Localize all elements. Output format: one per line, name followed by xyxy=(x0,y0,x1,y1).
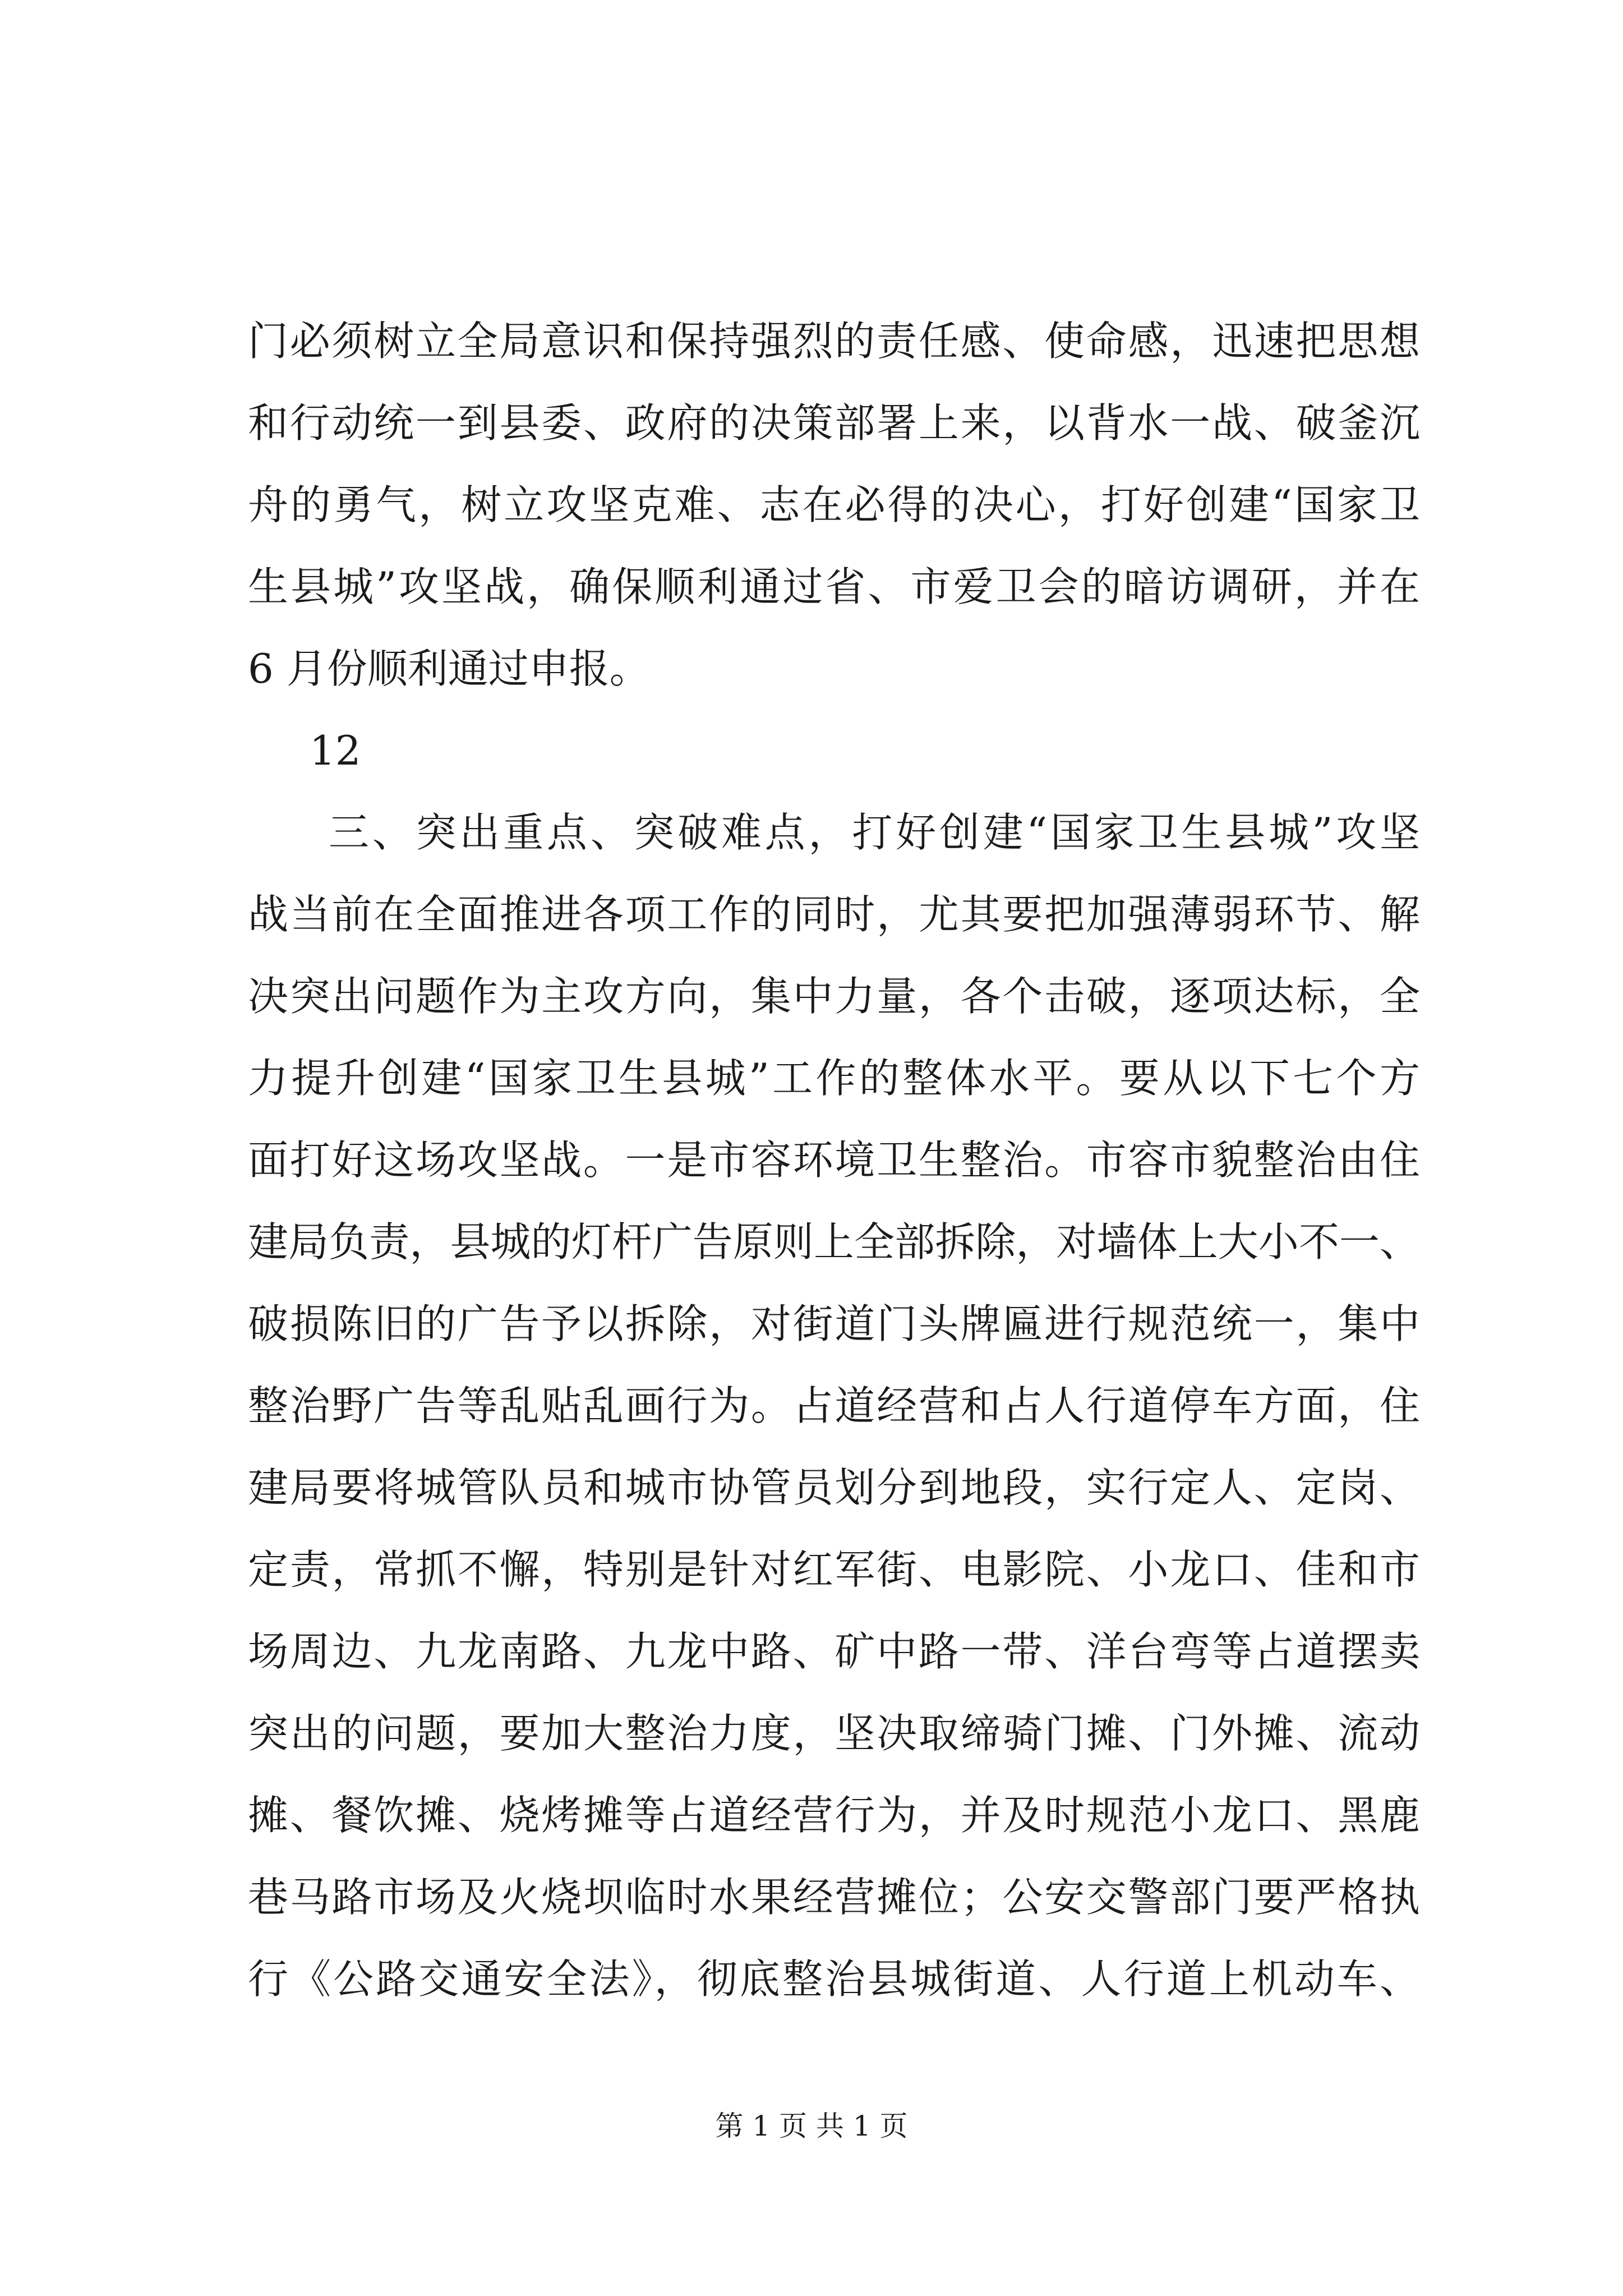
text-line: 6 月份顺利通过申报。 xyxy=(248,645,650,692)
text-line: 和行动统一到县委、政府的决策部署上来，以背水一战、破釜沉 xyxy=(248,399,1420,447)
text-line: 突出的问题，要加大整治力度，坚决取缔骑门摊、门外摊、流动 xyxy=(248,1710,1420,1757)
document-body xyxy=(248,300,1420,2020)
page-number-label: 第 1 页 共 1 页 xyxy=(715,2110,908,2142)
text-line: 场周边、九龙南路、九龙中路、矿中路一带、洋台弯等占道摆卖 xyxy=(248,1628,1420,1675)
text-line: 决突出问题作为主攻方向，集中力量，各个击破，逐项达标，全 xyxy=(248,973,1420,1020)
page-footer xyxy=(0,2109,1623,2143)
text-line: 力提升创建“国家卫生县城”工作的整体水平。要从以下七个方 xyxy=(248,1055,1420,1102)
text-line: 定责，常抓不懈，特别是针对红军街、电影院、小龙口、佳和市 xyxy=(248,1546,1420,1593)
text-line: 战当前在全面推进各项工作的同时，尤其要把加强薄弱环节、解 xyxy=(248,891,1420,938)
text-line: 摊、餐饮摊、烧烤摊等占道经营行为，并及时规范小龙口、黑鹿 xyxy=(248,1792,1420,1839)
text-line: 建局要将城管队员和城市协管员划分到地段，实行定人、定岗、 xyxy=(248,1464,1420,1511)
text-line: 门必须树立全局意识和保持强烈的责任感、使命感，迅速把思想 xyxy=(248,318,1420,365)
section-heading-line: 三、突出重点、突破难点，打好创建“国家卫生县城”攻坚 xyxy=(329,809,1420,856)
text-line: 建局负责，县城的灯杆广告原则上全部拆除，对墙体上大小不一、 xyxy=(248,1218,1420,1266)
paragraph-number: 12 xyxy=(310,727,361,774)
text-line: 整治野广告等乱贴乱画行为。占道经营和占人行道停车方面，住 xyxy=(248,1382,1420,1429)
text-line: 舟的勇气，树立攻坚克难、志在必得的决心，打好创建“国家卫 xyxy=(248,481,1420,528)
text-line: 破损陈旧的广告予以拆除，对街道门头牌匾进行规范统一，集中 xyxy=(248,1300,1420,1347)
text-line: 生县城”攻坚战，确保顺利通过省、市爱卫会的暗访调研，并在 xyxy=(248,563,1420,610)
text-line: 面打好这场攻坚战。一是市容环境卫生整治。市容市貌整治由住 xyxy=(248,1137,1420,1184)
text-line: 行《公路交通安全法》，彻底整治县城街道、人行道上机动车、 xyxy=(248,1955,1420,2003)
text-line: 巷马路市场及火烧坝临时水果经营摊位；公安交警部门要严格执 xyxy=(248,1874,1420,1921)
